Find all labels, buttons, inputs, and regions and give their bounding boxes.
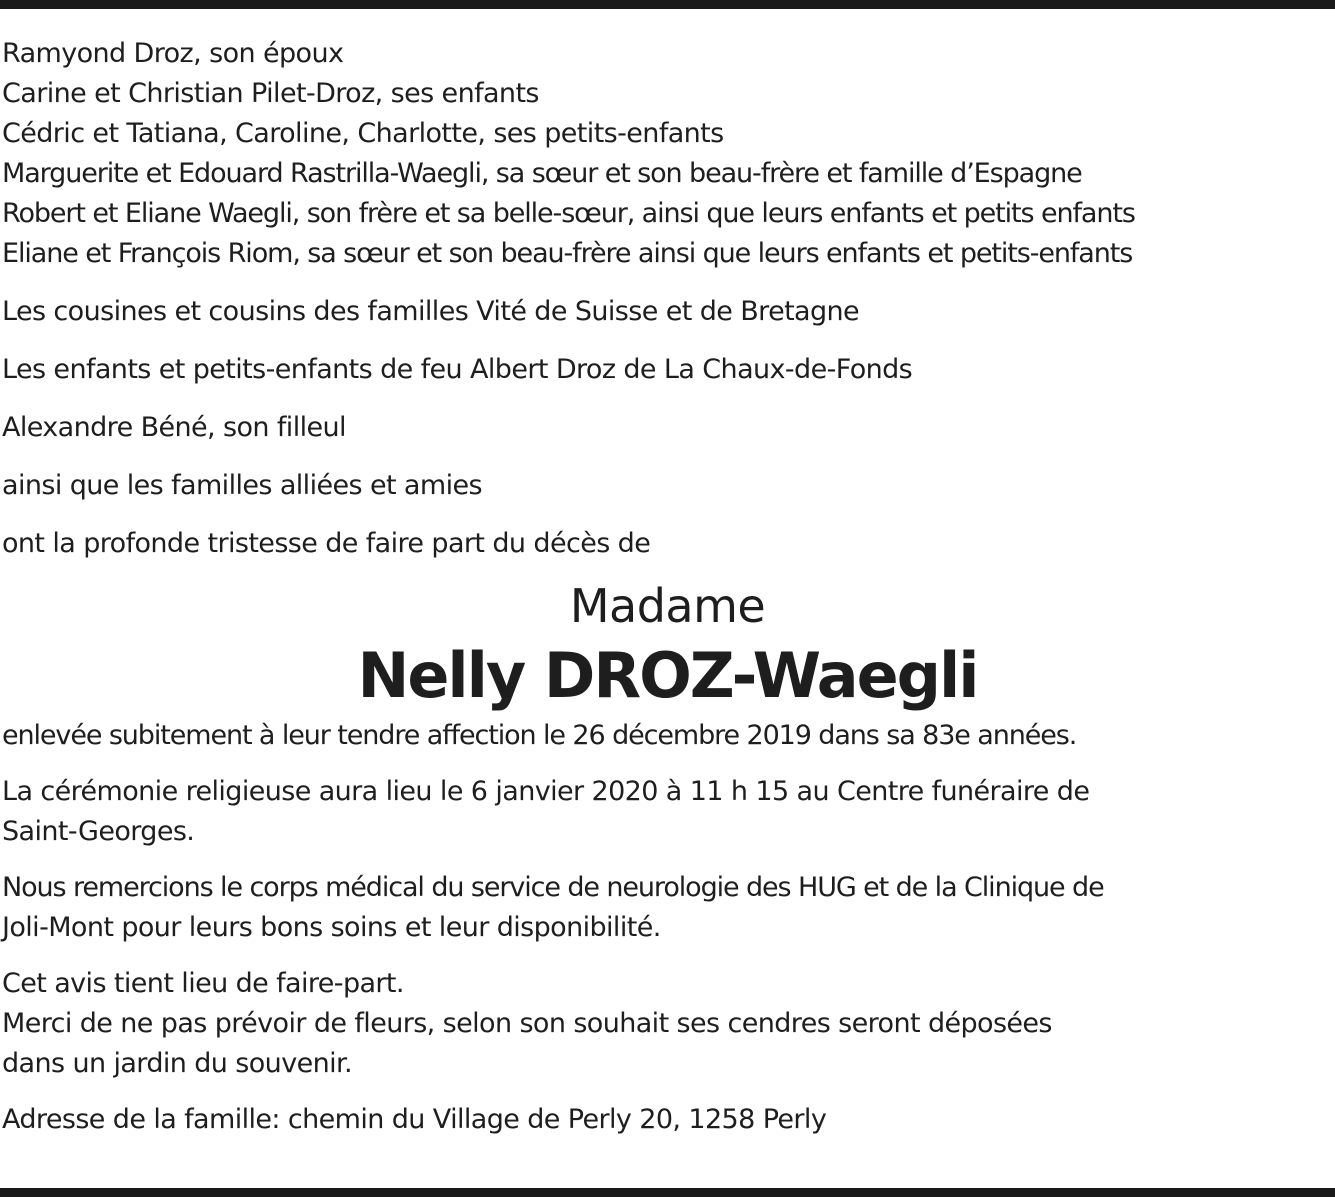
notice-line: dans un jardin du souvenir. — [2, 1048, 353, 1079]
death-notice-line: enlevée subitement à leur tendre affection le 26 décembre 2019 dans sa 83e années. — [2, 720, 1077, 751]
family-address-line: Adresse de la famille: chemin du Village de Perly 20, 1258 Perly — [2, 1104, 827, 1135]
cousins-line: Les cousines et cousins des familles Vité de Suisse et de Bretagne — [2, 296, 860, 327]
honorific-title: Madame — [569, 579, 766, 633]
deceased-name: Nelly DROZ-Waegli — [357, 639, 978, 712]
family-line-grandchildren: Cédric et Tatiana, Caroline, Charlotte, ses petits-enfants — [2, 118, 724, 149]
family-line-sister-riom: Eliane et François Riom, sa sœur et son beau-frère ainsi que leurs enfants et petits-enfants — [2, 238, 1133, 269]
ceremony-line: La cérémonie religieuse aura lieu le 6 janvier 2020 à 11 h 15 au Centre funéraire de — [2, 776, 1090, 807]
albert-family-line: Les enfants et petits-enfants de feu Albert Droz de La Chaux-de-Fonds — [2, 354, 913, 385]
notice-line: Merci de ne pas prévoir de fleurs, selon son souhait ses cendres seront déposées — [2, 1008, 1052, 1039]
thanks-paragraph — [2, 868, 1333, 948]
family-list — [2, 34, 1333, 274]
family-line-sister-spain: Marguerite et Edouard Rastrilla-Waegli, sa sœur et son beau-frère et famille d’Espagne — [2, 158, 1082, 189]
announcement-line: ont la profonde tristesse de faire part du décès de — [2, 528, 651, 559]
godson-line: Alexandre Béné, son filleul — [2, 412, 346, 443]
allies-line: ainsi que les familles alliées et amies — [2, 470, 482, 501]
notice-paragraph — [2, 964, 1333, 1084]
family-line-brother: Robert et Eliane Waegli, son frère et sa belle-sœur, ainsi que leurs enfants et petits enfants — [2, 198, 1135, 229]
ceremony-paragraph — [2, 772, 1333, 852]
family-line-children: Carine et Christian Pilet-Droz, ses enfants — [2, 78, 539, 109]
ceremony-line: Saint-Georges. — [2, 816, 195, 847]
bottom-border-rule — [0, 1188, 1335, 1197]
notice-line: Cet avis tient lieu de faire-part. — [2, 968, 404, 999]
family-line-spouse: Ramyond Droz, son époux — [2, 38, 344, 69]
thanks-line: Nous remercions le corps médical du service de neurologie des HUG et de la Clinique de — [2, 872, 1104, 903]
thanks-line: Joli-Mont pour leurs bons soins et leur disponibilité. — [2, 912, 661, 943]
obituary-notice — [2, 34, 1333, 1140]
top-border-rule — [0, 0, 1335, 9]
